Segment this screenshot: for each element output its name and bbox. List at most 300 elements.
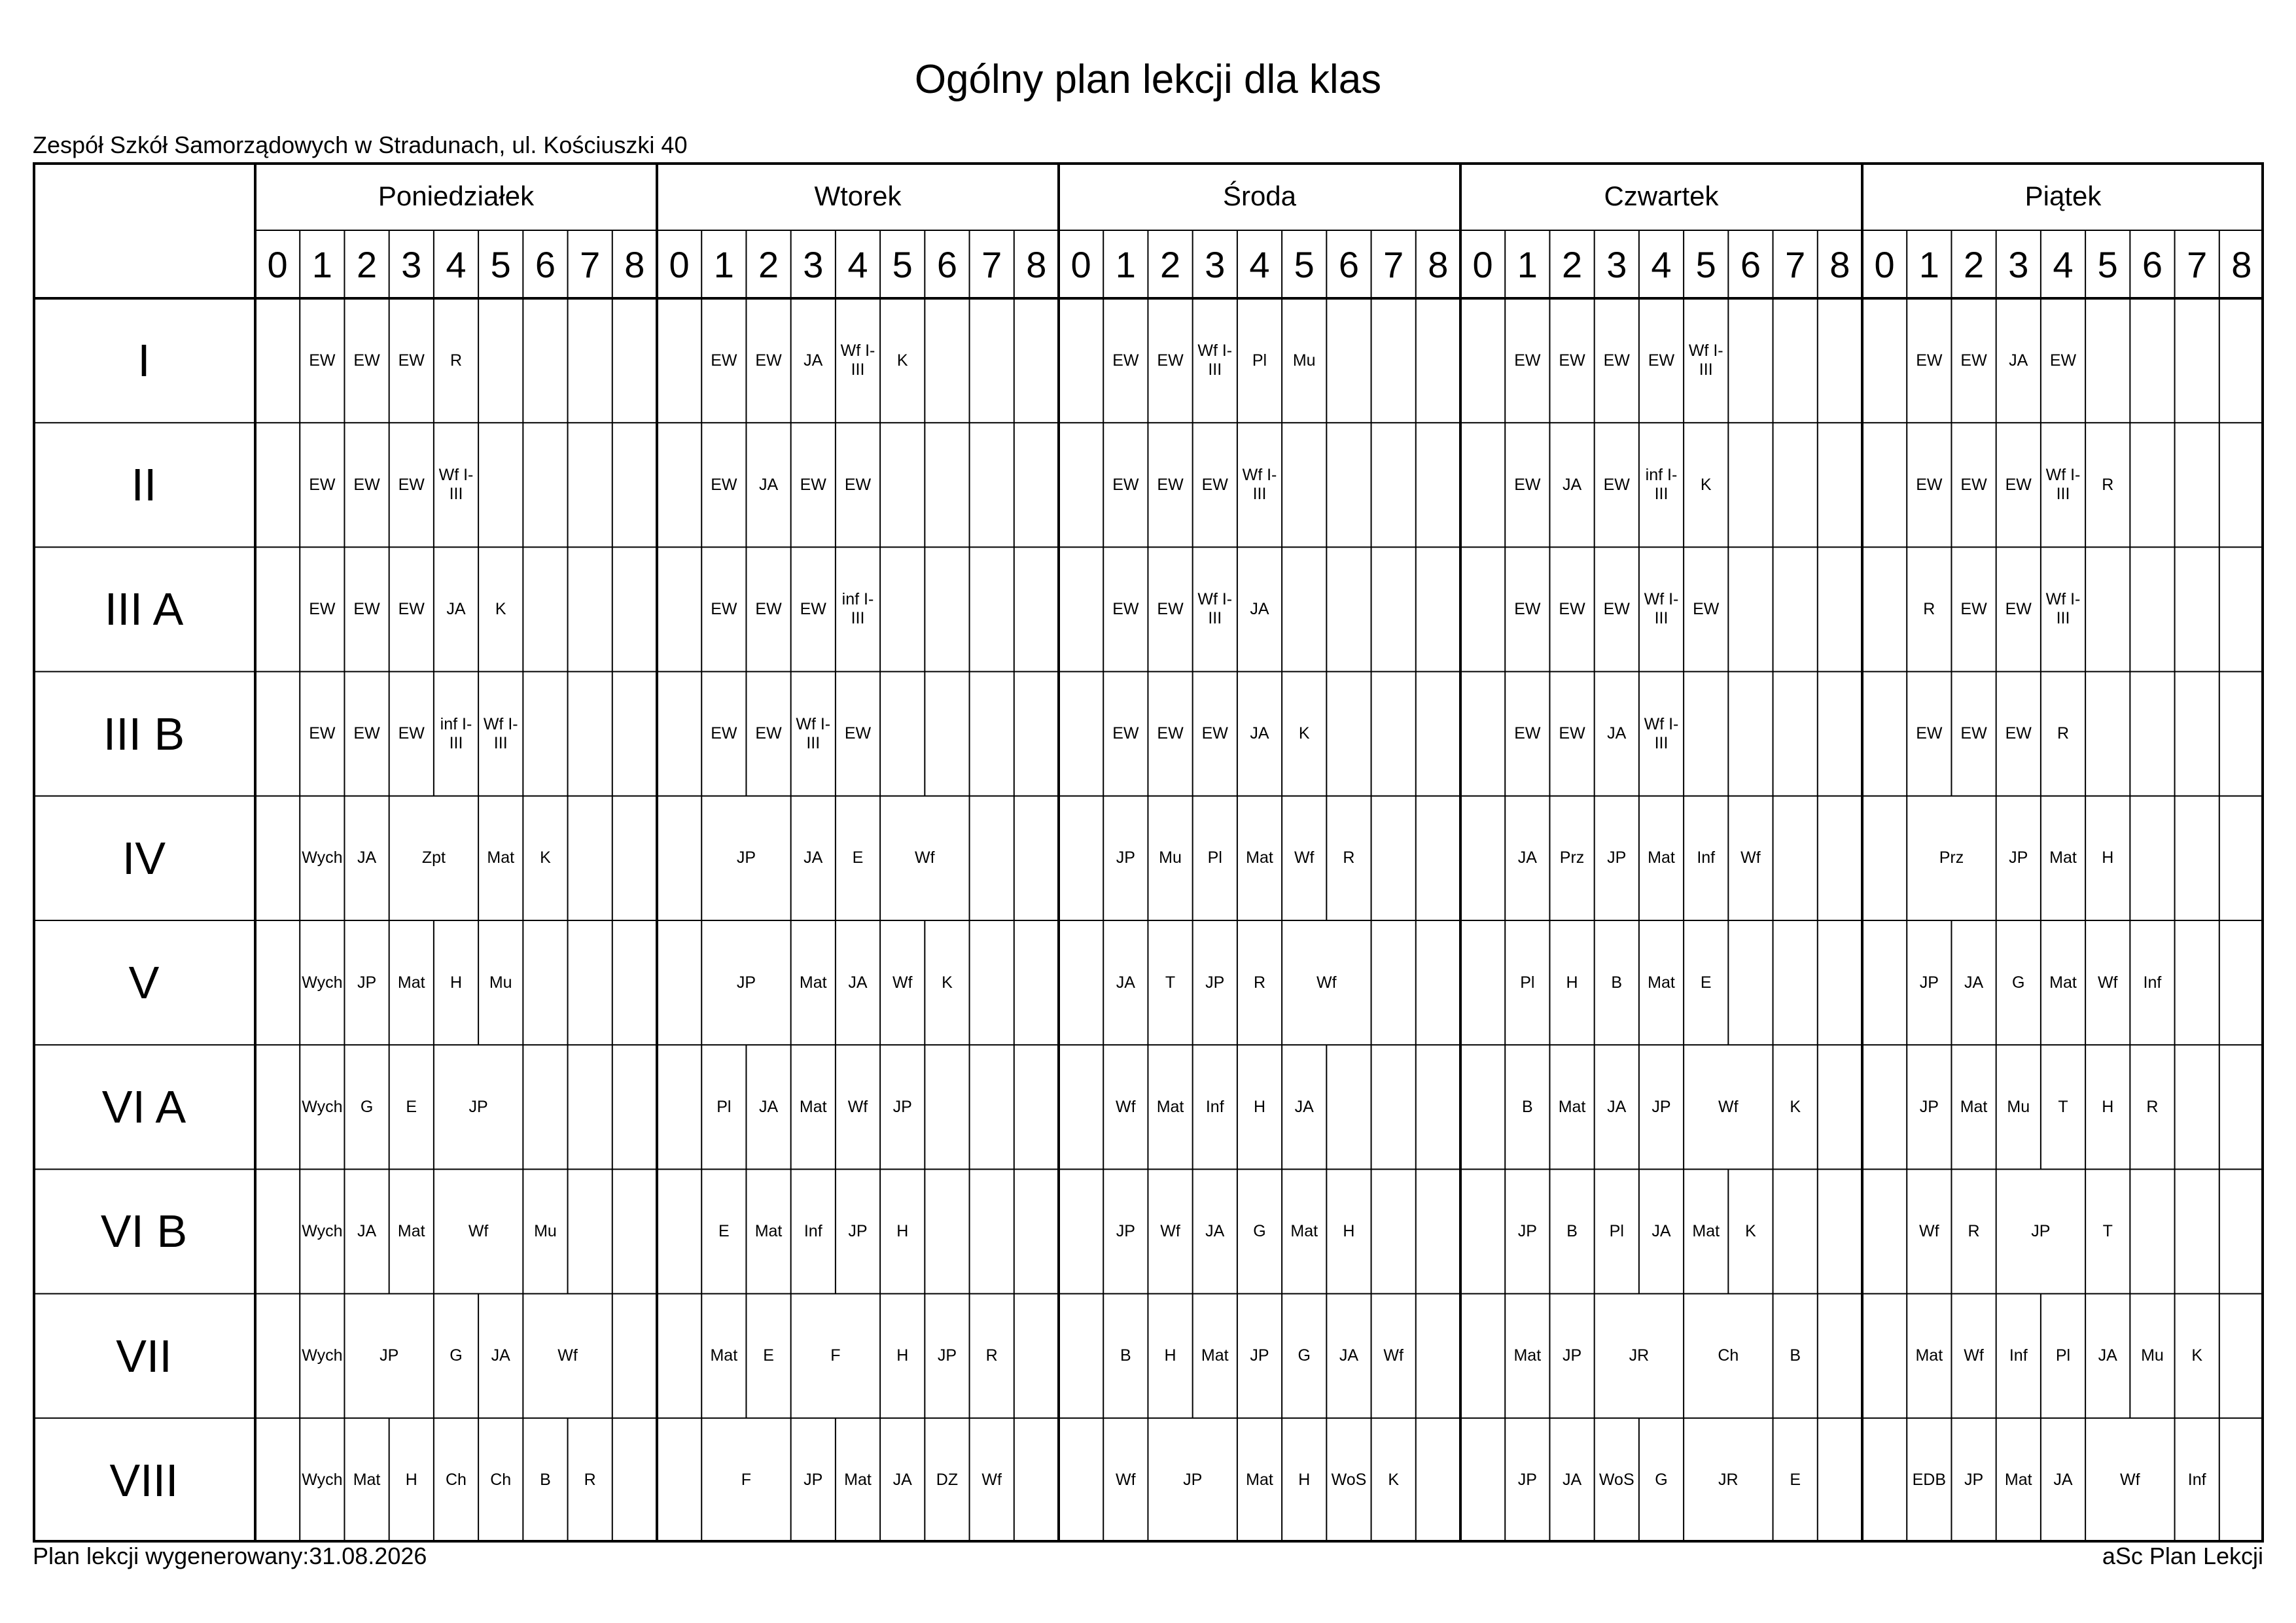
lesson-cell: JA xyxy=(758,1097,779,1116)
lesson-cell: Mu xyxy=(1159,848,1182,867)
lesson-cell: EW xyxy=(353,351,380,370)
lesson-cell: Inf xyxy=(2187,1471,2206,1490)
lesson-cell: JA xyxy=(1607,724,1627,743)
period-number: 3 xyxy=(803,243,824,285)
lesson-cell: JP xyxy=(1919,973,1939,992)
lesson-cell: EW xyxy=(711,599,737,618)
lesson-cell: B xyxy=(1521,1097,1533,1116)
lesson-cell: EW xyxy=(309,599,336,618)
class-label: III A xyxy=(104,584,184,635)
lesson-cell: EW xyxy=(1960,724,1987,743)
lesson-cell: Inf xyxy=(2143,973,2162,992)
lesson-cell: Wf I-III xyxy=(1242,466,1277,504)
lesson-cell: JA xyxy=(1517,848,1537,867)
period-number: 3 xyxy=(1205,243,1226,285)
lesson-cell: Ch xyxy=(446,1471,467,1490)
lesson-cell: R xyxy=(584,1471,596,1490)
day-header: Piątek xyxy=(2024,181,2102,211)
lesson-cell: Mat xyxy=(353,1471,381,1490)
lesson-cell: EW xyxy=(1603,599,1630,618)
period-number: 7 xyxy=(1383,243,1404,285)
lesson-cell: F xyxy=(741,1471,752,1490)
lesson-cell: Pl xyxy=(716,1097,732,1116)
lesson-cell: JA xyxy=(1562,1471,1582,1490)
lesson-cell: Wf xyxy=(1718,1097,1739,1116)
lesson-cell: EW xyxy=(1916,475,1943,494)
lesson-cell: Wf xyxy=(981,1471,1002,1490)
lesson-cell: EW xyxy=(800,475,826,494)
day-header: Poniedziałek xyxy=(378,181,535,211)
lesson-cell: JP xyxy=(1517,1221,1537,1240)
lesson-cell: Wf I-III xyxy=(1197,590,1233,628)
lesson-cell: EW xyxy=(1157,475,1184,494)
lesson-cell: EW xyxy=(353,724,380,743)
lesson-cell: Mat xyxy=(2004,1471,2032,1490)
generated-date: Plan lekcji wygenerowany:31.08.2026 xyxy=(33,1543,427,1569)
period-number: 1 xyxy=(713,243,734,285)
lesson-cell: Wf I-III xyxy=(483,714,518,752)
generator-credit: aSc Plan Lekcji xyxy=(2102,1543,2263,1569)
lesson-cell: JP xyxy=(1250,1346,1269,1365)
period-number: 8 xyxy=(1026,243,1047,285)
lesson-cell: Wf xyxy=(1294,848,1315,867)
class-label: II xyxy=(131,459,157,511)
lesson-cell: JA xyxy=(1294,1097,1314,1116)
lesson-cell: JA xyxy=(1607,1097,1627,1116)
lesson-cell: Wf xyxy=(1964,1346,1984,1365)
period-number: 6 xyxy=(2142,243,2163,285)
lesson-cell: EW xyxy=(353,599,380,618)
lesson-cell: EW xyxy=(398,599,425,618)
lesson-cell: Mu xyxy=(534,1221,557,1240)
page-title: Ogólny plan lekcji dla klas xyxy=(914,57,1382,102)
day-header: Środa xyxy=(1222,181,1297,211)
lesson-cell: EW xyxy=(1514,724,1541,743)
lesson-cell: Wych xyxy=(302,1346,343,1365)
period-number: 3 xyxy=(401,243,422,285)
lesson-cell: JP xyxy=(892,1097,912,1116)
lesson-cell: JA xyxy=(357,1221,377,1240)
lesson-cell: JP xyxy=(1964,1471,1984,1490)
lesson-cell: E xyxy=(763,1346,774,1365)
period-number: 3 xyxy=(2008,243,2029,285)
period-number: 8 xyxy=(624,243,645,285)
lesson-cell: Mat xyxy=(1692,1221,1720,1240)
lesson-cell: EW xyxy=(711,475,737,494)
lesson-cell: EW xyxy=(1648,351,1675,370)
lesson-cell: Wf I-III xyxy=(1644,714,1679,752)
period-number: 4 xyxy=(446,243,467,285)
lesson-cell: H xyxy=(1164,1346,1176,1365)
lesson-cell: Mat xyxy=(799,1097,827,1116)
lesson-cell: K xyxy=(1700,475,1712,494)
lesson-cell: B xyxy=(1120,1346,1131,1365)
lesson-cell: K xyxy=(942,973,953,992)
lesson-cell: EW xyxy=(1112,599,1139,618)
lesson-cell: JP xyxy=(357,973,377,992)
lesson-cell: H xyxy=(2102,1097,2114,1116)
lesson-cell: K xyxy=(1790,1097,1801,1116)
lesson-cell: EW xyxy=(1693,599,1720,618)
lesson-cell: Pl xyxy=(2055,1346,2071,1365)
lesson-cell: H xyxy=(896,1221,909,1240)
lesson-cell: Mat xyxy=(1290,1221,1318,1240)
lesson-cell: EW xyxy=(755,351,782,370)
lesson-cell: R xyxy=(450,351,463,370)
lesson-cell: E xyxy=(406,1097,417,1116)
lesson-cell: Wf xyxy=(1116,1471,1136,1490)
lesson-cell: EW xyxy=(1201,475,1228,494)
lesson-cell: JA xyxy=(1250,724,1269,743)
period-number: 6 xyxy=(1740,243,1761,285)
lesson-cell: JP xyxy=(1607,848,1627,867)
lesson-cell: JR xyxy=(1718,1471,1739,1490)
lesson-cell: Inf xyxy=(2009,1346,2028,1365)
lesson-cell: Wych xyxy=(302,1221,343,1240)
lesson-cell: H xyxy=(1566,973,1578,992)
class-label: III B xyxy=(103,708,185,759)
lesson-cell: JP xyxy=(848,1221,868,1240)
lesson-cell: Mat xyxy=(397,973,425,992)
lesson-cell: R xyxy=(1968,1221,1980,1240)
lesson-cell: Wf I-III xyxy=(2045,466,2081,504)
lesson-cell: B xyxy=(1566,1221,1578,1240)
lesson-cell: Mu xyxy=(2007,1097,2030,1116)
lesson-cell: Wf xyxy=(2120,1471,2140,1490)
period-number: 0 xyxy=(1874,243,1895,285)
lesson-cell: JA xyxy=(758,475,779,494)
lesson-cell: EW xyxy=(1559,724,1585,743)
lesson-cell: K xyxy=(1388,1471,1399,1490)
timetable-grid xyxy=(33,162,2264,1543)
lesson-cell: Mat xyxy=(2049,973,2077,992)
lesson-cell: EW xyxy=(2005,724,2032,743)
period-number: 3 xyxy=(1606,243,1627,285)
lesson-cell: DZ xyxy=(936,1471,959,1490)
lesson-cell: inf I-III xyxy=(440,714,472,752)
lesson-cell: Wych xyxy=(302,848,343,867)
lesson-cell: EW xyxy=(309,351,336,370)
lesson-cell: JP xyxy=(1183,1471,1203,1490)
lesson-cell: B xyxy=(1611,973,1623,992)
lesson-cell: K xyxy=(495,599,506,618)
period-number: 7 xyxy=(580,243,601,285)
lesson-cell: B xyxy=(540,1471,551,1490)
lesson-cell: Mu xyxy=(1292,351,1316,370)
lesson-cell: EW xyxy=(1960,475,1987,494)
lesson-cell: EW xyxy=(1514,475,1541,494)
lesson-cell: JA xyxy=(1205,1221,1225,1240)
lesson-cell: Inf xyxy=(804,1221,822,1240)
lesson-cell: G xyxy=(1253,1221,1266,1240)
lesson-cell: Mat xyxy=(1246,848,1273,867)
lesson-cell: G xyxy=(450,1346,463,1365)
period-number: 0 xyxy=(669,243,690,285)
lesson-cell: Wf xyxy=(1919,1221,1939,1240)
lesson-cell: G xyxy=(2012,973,2025,992)
lesson-cell: EW xyxy=(2049,351,2077,370)
lesson-cell: Ch xyxy=(1718,1346,1739,1365)
lesson-cell: JP xyxy=(468,1097,488,1116)
lesson-cell: JA xyxy=(804,351,823,370)
lesson-cell: JA xyxy=(1562,475,1582,494)
lesson-cell: Inf xyxy=(1205,1097,1224,1116)
lesson-cell: Mat xyxy=(1246,1471,1273,1490)
lesson-cell: JA xyxy=(491,1346,510,1365)
lesson-cell: G xyxy=(1655,1471,1668,1490)
period-number: 6 xyxy=(1338,243,1360,285)
lesson-cell: JP xyxy=(937,1346,957,1365)
period-number: 5 xyxy=(1294,243,1315,285)
lesson-cell: K xyxy=(1745,1221,1756,1240)
lesson-cell: JR xyxy=(1629,1346,1650,1365)
lesson-cell: R xyxy=(2102,475,2114,494)
lesson-cell: JA xyxy=(357,848,377,867)
lesson-cell: inf I-III xyxy=(1645,466,1678,504)
lesson-cell: Inf xyxy=(1697,848,1716,867)
lesson-cell: JA xyxy=(2053,1471,2073,1490)
period-number: 4 xyxy=(1249,243,1270,285)
lesson-cell: Wych xyxy=(302,973,343,992)
lesson-cell: Mat xyxy=(397,1221,425,1240)
period-number: 0 xyxy=(267,243,288,285)
lesson-cell: Mat xyxy=(1960,1097,1988,1116)
lesson-cell: Wf I-III xyxy=(1688,341,1723,379)
period-number: 5 xyxy=(892,243,913,285)
lesson-cell: K xyxy=(2191,1346,2202,1365)
lesson-cell: EW xyxy=(755,724,782,743)
period-number: 8 xyxy=(1428,243,1449,285)
lesson-cell: JP xyxy=(1116,848,1135,867)
period-number: 2 xyxy=(758,243,779,285)
lesson-cell: R xyxy=(2146,1097,2159,1116)
lesson-cell: E xyxy=(1790,1471,1801,1490)
lesson-cell: Pl xyxy=(1252,351,1267,370)
lesson-cell: JP xyxy=(380,1346,399,1365)
lesson-cell: Zpt xyxy=(421,848,446,867)
period-number: 2 xyxy=(1159,243,1181,285)
lesson-cell: Ch xyxy=(490,1471,512,1490)
lesson-cell: Wf I-III xyxy=(438,466,474,504)
period-number: 1 xyxy=(311,243,332,285)
period-number: 7 xyxy=(981,243,1002,285)
lesson-cell: EW xyxy=(1960,351,1987,370)
lesson-cell: EW xyxy=(755,599,782,618)
lesson-cell: EW xyxy=(1514,599,1541,618)
period-number: 5 xyxy=(490,243,511,285)
lesson-cell: JA xyxy=(446,599,466,618)
period-number: 1 xyxy=(1115,243,1136,285)
lesson-cell: EW xyxy=(1112,724,1139,743)
lesson-cell: EW xyxy=(1559,351,1585,370)
lesson-cell: H xyxy=(450,973,463,992)
lesson-cell: H xyxy=(1253,1097,1266,1116)
lesson-cell: Mat xyxy=(710,1346,738,1365)
lesson-cell: Mu xyxy=(489,973,512,992)
lesson-cell: EW xyxy=(1916,724,1943,743)
lesson-cell: EW xyxy=(2005,475,2032,494)
lesson-cell: EW xyxy=(309,724,336,743)
lesson-cell: Wych xyxy=(302,1097,343,1116)
period-number: 7 xyxy=(2187,243,2208,285)
lesson-cell: Wf xyxy=(1116,1097,1136,1116)
lesson-cell: E xyxy=(852,848,864,867)
lesson-cell: Mat xyxy=(1513,1346,1542,1365)
lesson-cell: JA xyxy=(892,1471,912,1490)
lesson-cell: JA xyxy=(1651,1221,1671,1240)
school-name: Zespół Szkół Samorządowych w Stradunach, ul. Kościuszki 40 xyxy=(33,131,688,158)
lesson-cell: EW xyxy=(1112,475,1139,494)
lesson-cell: EW xyxy=(353,475,380,494)
lesson-cell: H xyxy=(1343,1221,1355,1240)
lesson-cell: R xyxy=(1923,599,1935,618)
lesson-cell: JP xyxy=(1562,1346,1582,1365)
lesson-cell: EDB xyxy=(1912,1471,1947,1490)
lesson-cell: G xyxy=(360,1097,374,1116)
lesson-cell: JP xyxy=(1651,1097,1671,1116)
period-number: 5 xyxy=(1695,243,1716,285)
period-number: 0 xyxy=(1070,243,1091,285)
lesson-cell: inf I-III xyxy=(841,590,874,628)
lesson-cell: Wf xyxy=(2097,973,2118,992)
lesson-cell: Wych xyxy=(302,1471,343,1490)
lesson-cell: Wf xyxy=(892,973,913,992)
lesson-cell: R xyxy=(1343,848,1355,867)
lesson-cell: EW xyxy=(1157,351,1184,370)
lesson-cell: H xyxy=(405,1471,417,1490)
lesson-cell: Wf xyxy=(1160,1221,1180,1240)
lesson-cell: Mat xyxy=(844,1471,872,1490)
lesson-cell: EW xyxy=(1201,724,1228,743)
lesson-cell: JA xyxy=(2009,351,2028,370)
lesson-cell: EW xyxy=(844,475,872,494)
period-number: 8 xyxy=(1829,243,1850,285)
lesson-cell: Mat xyxy=(1558,1097,1586,1116)
lesson-cell: JP xyxy=(1517,1471,1537,1490)
class-label: VI B xyxy=(100,1206,188,1257)
lesson-cell: JA xyxy=(1116,973,1135,992)
lesson-cell: T xyxy=(2102,1221,2113,1240)
lesson-cell: JP xyxy=(2031,1221,2051,1240)
period-number: 4 xyxy=(847,243,868,285)
period-number: 0 xyxy=(1472,243,1493,285)
lesson-cell: R xyxy=(1253,973,1266,992)
period-number: 4 xyxy=(2053,243,2074,285)
lesson-cell: Wf I-III xyxy=(796,714,831,752)
lesson-cell: H xyxy=(1298,1471,1311,1490)
lesson-cell: EW xyxy=(1514,351,1541,370)
lesson-cell: EW xyxy=(1603,475,1630,494)
class-label: V xyxy=(128,957,160,1009)
class-label: VII xyxy=(116,1330,172,1382)
lesson-cell: EW xyxy=(1112,351,1139,370)
lesson-cell: EW xyxy=(309,475,336,494)
lesson-cell: K xyxy=(540,848,551,867)
lesson-cell: R xyxy=(2057,724,2070,743)
lesson-cell: Mat xyxy=(1156,1097,1184,1116)
lesson-cell: T xyxy=(1165,973,1176,992)
lesson-cell: JP xyxy=(1116,1221,1135,1240)
period-number: 1 xyxy=(1517,243,1538,285)
lesson-cell: B xyxy=(1790,1346,1801,1365)
period-number: 2 xyxy=(1963,243,1985,285)
period-number: 6 xyxy=(535,243,556,285)
lesson-cell: EW xyxy=(1603,351,1630,370)
lesson-cell: EW xyxy=(2005,599,2032,618)
lesson-cell: EW xyxy=(711,724,737,743)
lesson-cell: Wf I-III xyxy=(1644,590,1679,628)
lesson-cell: Wf I-III xyxy=(840,341,875,379)
lesson-cell: E xyxy=(1700,973,1712,992)
lesson-cell: Wf xyxy=(915,848,935,867)
lesson-cell: H xyxy=(896,1346,909,1365)
period-number: 7 xyxy=(1785,243,1806,285)
lesson-cell: Mat xyxy=(2049,848,2077,867)
lesson-cell: WoS xyxy=(1598,1471,1634,1490)
lesson-cell: Wf xyxy=(1740,848,1761,867)
lesson-cell: Mat xyxy=(1648,848,1675,867)
lesson-cell: EW xyxy=(1916,351,1943,370)
lesson-cell: Wf xyxy=(1316,973,1337,992)
lesson-cell: JA xyxy=(804,848,823,867)
lesson-cell: Wf xyxy=(557,1346,578,1365)
lesson-cell: Wf I-III xyxy=(1197,341,1233,379)
lesson-cell: Mu xyxy=(2141,1346,2164,1365)
lesson-cell: Mat xyxy=(799,973,827,992)
lesson-cell: JP xyxy=(2009,848,2028,867)
lesson-cell: H xyxy=(2102,848,2114,867)
period-number: 2 xyxy=(356,243,378,285)
lesson-cell: E xyxy=(718,1221,730,1240)
lesson-cell: Prz xyxy=(1939,848,1964,867)
lesson-cell: G xyxy=(1298,1346,1311,1365)
lesson-cell: K xyxy=(896,351,908,370)
lesson-cell: JP xyxy=(1919,1097,1939,1116)
lesson-cell: Mat xyxy=(754,1221,783,1240)
class-label: IV xyxy=(122,832,166,884)
lesson-cell: EW xyxy=(398,351,425,370)
lesson-cell: JA xyxy=(848,973,868,992)
lesson-cell: EW xyxy=(1157,724,1184,743)
lesson-cell: JP xyxy=(804,1471,823,1490)
lesson-cell: R xyxy=(985,1346,998,1365)
lesson-cell: WoS xyxy=(1331,1471,1367,1490)
lesson-cell: Pl xyxy=(1207,848,1222,867)
lesson-cell: T xyxy=(2058,1097,2068,1116)
lesson-cell: EW xyxy=(711,351,737,370)
lesson-cell: JA xyxy=(2098,1346,2117,1365)
lesson-cell: Wf I-III xyxy=(2045,590,2081,628)
period-number: 4 xyxy=(1651,243,1672,285)
lesson-cell: F xyxy=(830,1346,841,1365)
lesson-cell: Wf xyxy=(468,1221,489,1240)
lesson-cell: Mat xyxy=(1648,973,1675,992)
lesson-cell: EW xyxy=(398,724,425,743)
period-number: 8 xyxy=(2231,243,2252,285)
period-number: 2 xyxy=(1561,243,1583,285)
lesson-cell: JP xyxy=(736,848,756,867)
lesson-cell: JA xyxy=(1964,973,1984,992)
period-number: 5 xyxy=(2097,243,2118,285)
lesson-cell: Pl xyxy=(1520,973,1535,992)
day-header: Wtorek xyxy=(814,181,902,211)
lesson-cell: EW xyxy=(800,599,826,618)
class-label: VI A xyxy=(101,1081,186,1133)
lesson-cell: JP xyxy=(736,973,756,992)
class-label: I xyxy=(137,335,150,387)
lesson-cell: EW xyxy=(1559,599,1585,618)
lesson-cell: Prz xyxy=(1559,848,1585,867)
